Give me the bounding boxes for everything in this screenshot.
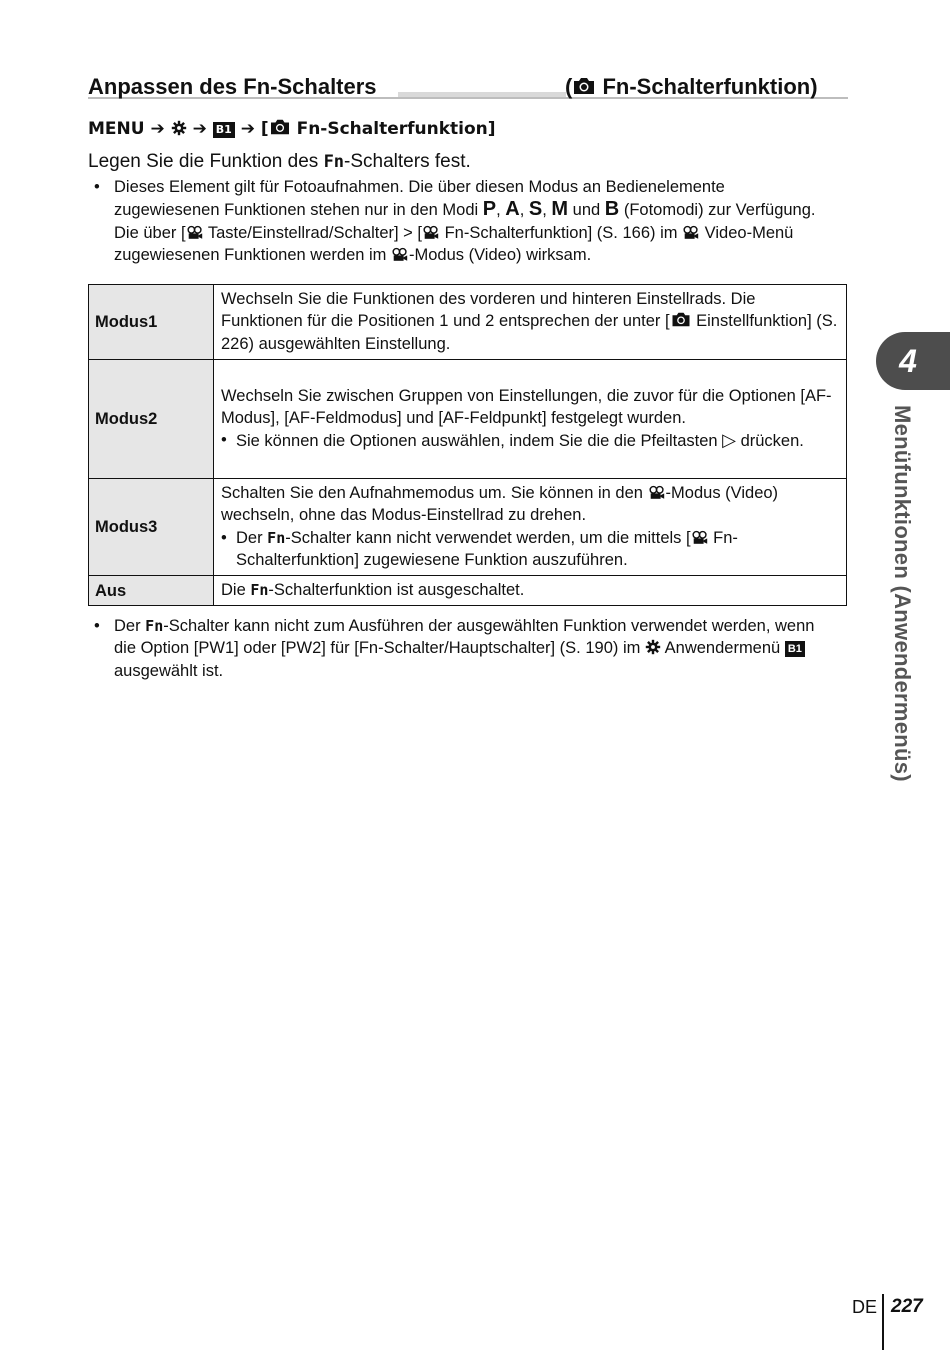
- row-key: Modus3: [89, 479, 214, 576]
- video-icon: [682, 225, 700, 240]
- row-value: Schalten Sie den Aufnahmemodus um. Sie können in den -Modus (Video) wechseln, ohne das Modus-Einstellrad zu drehen. • Der Fn-Schalter kann nicht verwendet werden, um die mittels [ Fn-Schalterfunktion] zugewiesene Funktion auszuführen.: [214, 479, 847, 576]
- video-icon: [422, 225, 440, 240]
- menu-path: MENU ➔ ➔ B1 ➔ [ Fn-Schalterfunktion]: [88, 119, 496, 139]
- camera-icon: [670, 311, 692, 328]
- b1-badge: B1: [785, 641, 805, 657]
- row-key: Aus: [89, 576, 214, 606]
- video-icon: [691, 530, 709, 545]
- section-subtitle: ( Fn-Schalterfunktion): [565, 74, 818, 99]
- chapter-title-vertical: Menüfunktionen (Anwendermenüs): [890, 405, 915, 782]
- row-value: Wechseln Sie die Funktionen des vorderen und hinteren Einstellrads. Die Funktionen für die Positionen 1 und 2 entsprechen der unter [ Einstellfunktion] (S. 226) ausgewählten Einstellung.: [214, 285, 847, 360]
- b1-badge: B1: [213, 122, 235, 138]
- intro-text: Legen Sie die Funktion des Fn-Schalters fest.: [88, 151, 471, 172]
- video-icon: [648, 485, 666, 500]
- footer-language: DE: [852, 1297, 878, 1317]
- function-table: [88, 284, 847, 606]
- page-number: 227: [891, 1296, 923, 1317]
- gear-icon: [171, 120, 187, 136]
- triangle-right-icon: ▷: [722, 430, 736, 451]
- table-row: [89, 360, 847, 479]
- row-value: Wechseln Sie zwischen Gruppen von Einstellungen, die zuvor für die Optionen [AF-Modus], [AF-Feldmodus] und [AF-Feldpunkt] festgelegt wurden. • Sie können die Optionen auswählen, indem Sie die die Pfeiltasten ▷ drücken.: [214, 360, 847, 479]
- video-icon: [186, 225, 204, 240]
- arrow-right-icon: ➔: [192, 119, 207, 139]
- section-title: Anpassen des Fn-Schalters: [88, 74, 377, 99]
- row-key: Modus2: [89, 360, 214, 479]
- note-bullet: • Dieses Element gilt für Fotoaufnahmen. Die über diesen Modus an Bedienelemente zugewiesenen Funktionen stehen nur in den Modi P, A, S, M und B (Fotomodi) zur Verfügung. Die über [ Taste/Einstellrad/Schalter] > [ Fn-Schalterfunktion] (S. 166) im Video-Menü zugewiesenen Funktionen werden im -Modus (Video) wirksam.: [94, 178, 816, 265]
- camera-icon: [572, 76, 596, 96]
- table-row: [89, 576, 847, 606]
- footer-divider: [882, 1294, 884, 1350]
- chapter-tab: 4: [876, 332, 950, 390]
- gear-icon: [645, 639, 661, 655]
- table-row: [89, 285, 847, 360]
- note-bullet: • Der Fn-Schalter kann nicht zum Ausführen der ausgewählten Funktion verwendet werden, wenn die Option [PW1] oder [PW2] für [Fn-Schalter/Hauptschalter] (S. 190) im Anwendermenü B1 ausgewählt ist.: [94, 617, 815, 680]
- table-row: [89, 479, 847, 576]
- arrow-right-icon: ➔: [240, 119, 255, 139]
- camera-icon: [269, 118, 291, 136]
- video-icon: [391, 247, 409, 262]
- arrow-right-icon: ➔: [150, 119, 165, 139]
- row-value: Die Fn-Schalterfunktion ist ausgeschaltet.: [214, 576, 847, 606]
- row-key: Modus1: [89, 285, 214, 360]
